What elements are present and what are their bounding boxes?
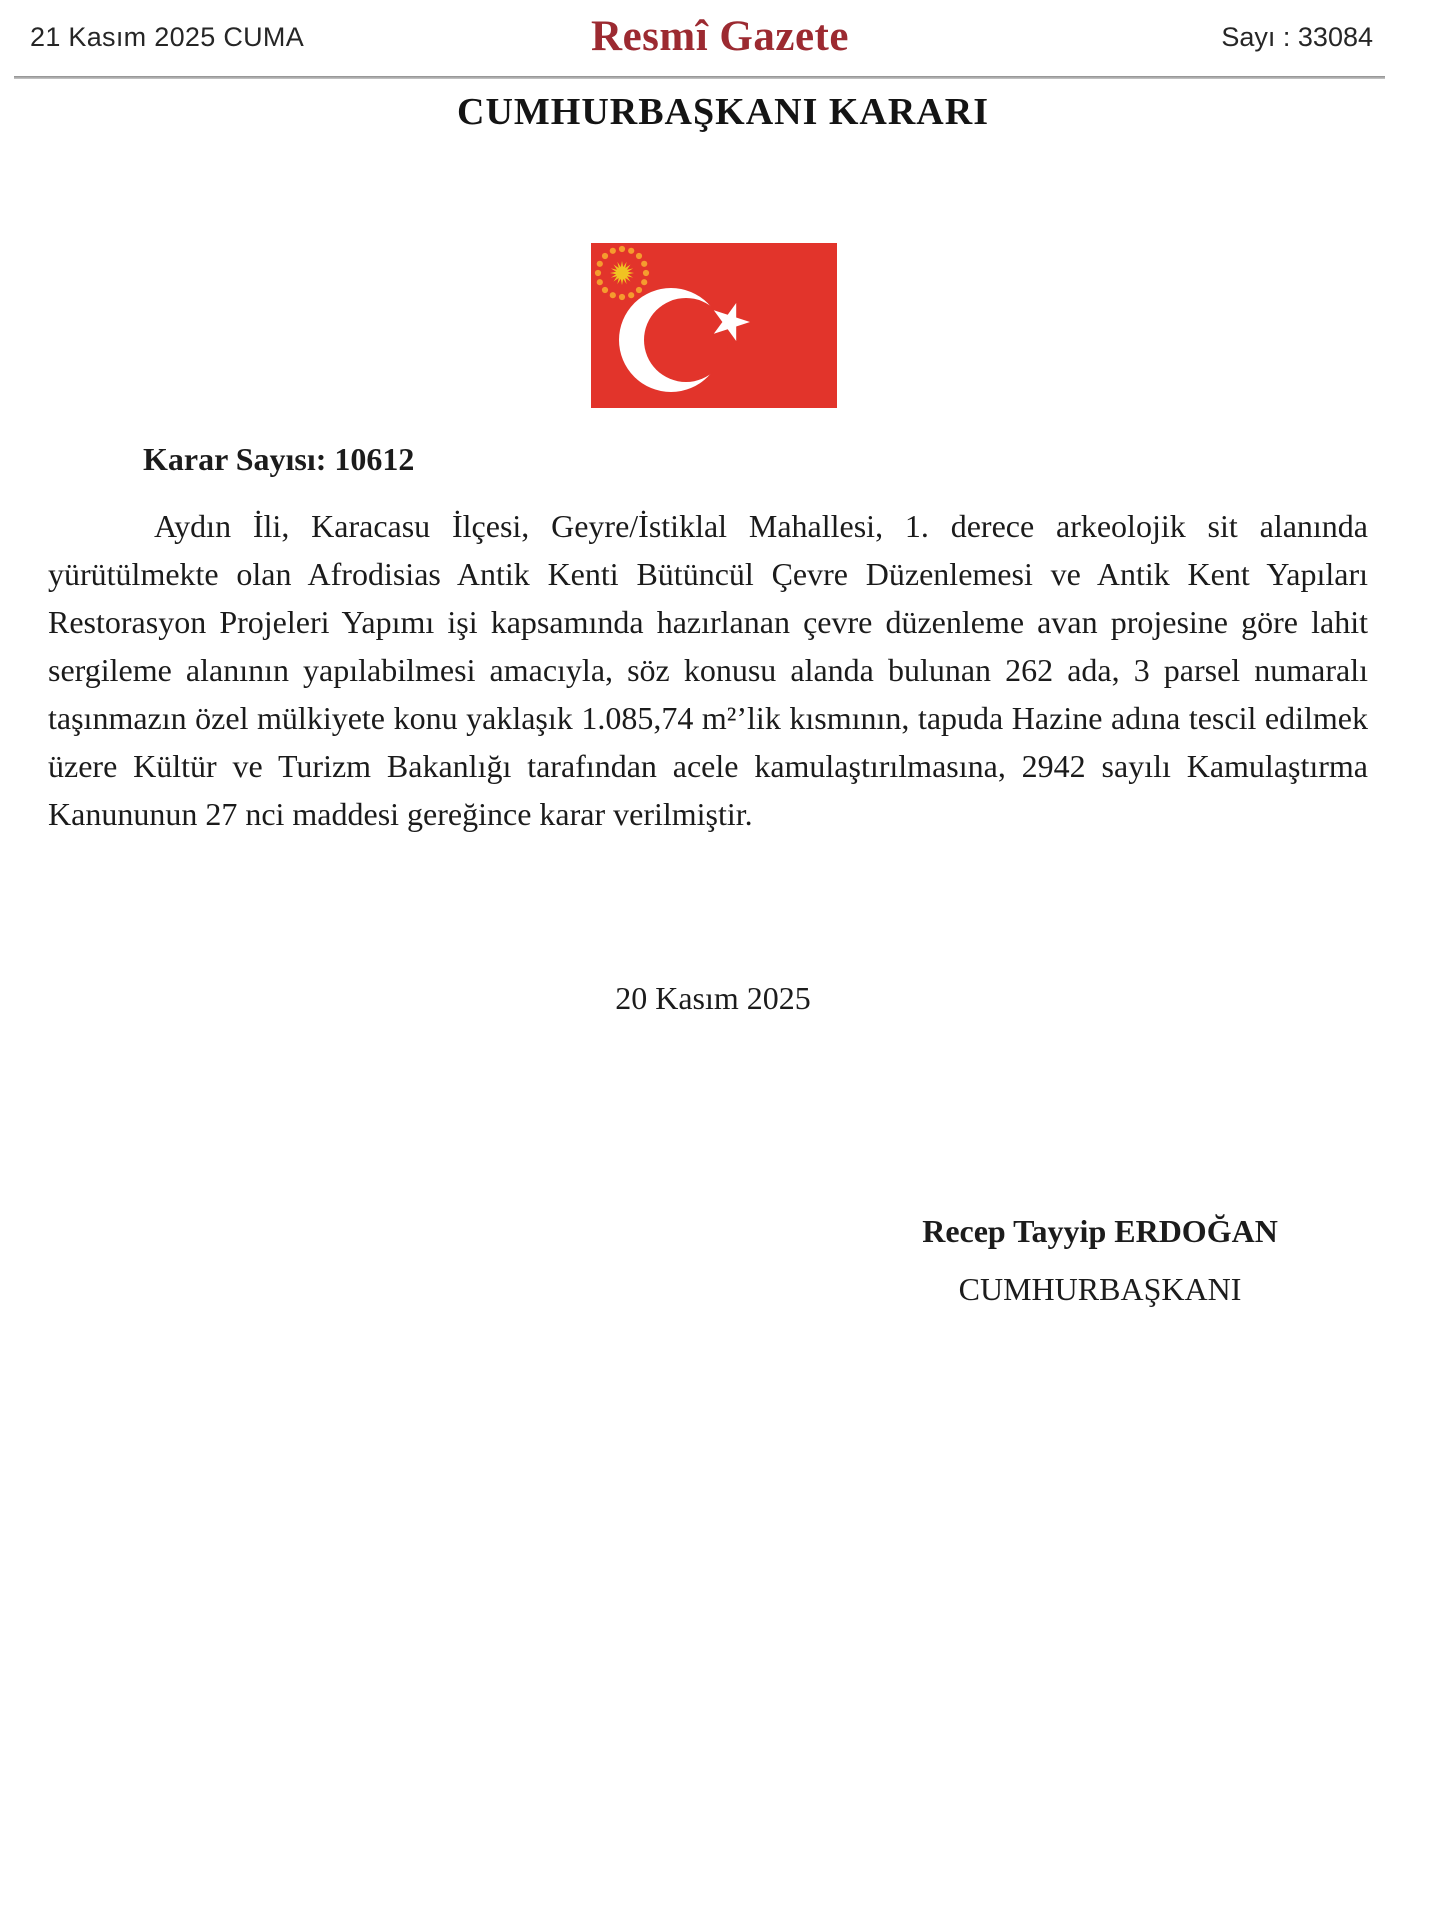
- header-date: 21 Kasım 2025 CUMA: [30, 22, 305, 52]
- decree-heading: CUMHURBAŞKANI KARARI: [457, 91, 989, 133]
- signature-block: [880, 1210, 1320, 1310]
- turkish-presidential-flag-icon: [591, 243, 837, 408]
- issue-number: Sayı : 33084: [1221, 22, 1373, 52]
- gazette-title: Resmî Gazete: [591, 13, 849, 60]
- flag-svg: [591, 243, 837, 408]
- signature-title: CUMHURBAŞKANI: [958, 1271, 1242, 1307]
- header-divider: [14, 76, 1385, 79]
- decision-number: Karar Sayısı: 10612: [143, 441, 415, 477]
- decree-body-paragraph: Aydın İli, Karacasu İlçesi, Geyre/İstiklal Mahallesi, 1. derece arkeolojik sit alanında yürütülmekte olan Afrodisias Antik Kenti Bütüncül Çevre Düzenlemesi ve Antik Kent Yapıları Restorasyon Projeleri Yapımı işi kapsamında hazırlanan çevre düzenleme avan projesine göre lahit sergileme alanının yapılabilmesi amacıyla, söz konusu alanda bulunan 262 ada, 3 parsel numaralı taşınmazın özel mülkiyete konu yaklaşık 1.085,74 m²’lik kısmının, tapuda Hazine adına tescil edilmek üzere Kültür ve Turizm Bakanlığı tarafından acele kamulaştırılmasına, 2942 sayılı Kamulaştırma Kanununun 27 nci maddesi gereğince karar verilmiştir.: [48, 508, 1368, 832]
- decree-date: 20 Kasım 2025: [615, 980, 811, 1016]
- signature-name: Recep Tayyip ERDOĞAN: [922, 1213, 1278, 1249]
- seal-sun-icon: [610, 261, 634, 285]
- crescent-inner: [644, 298, 728, 382]
